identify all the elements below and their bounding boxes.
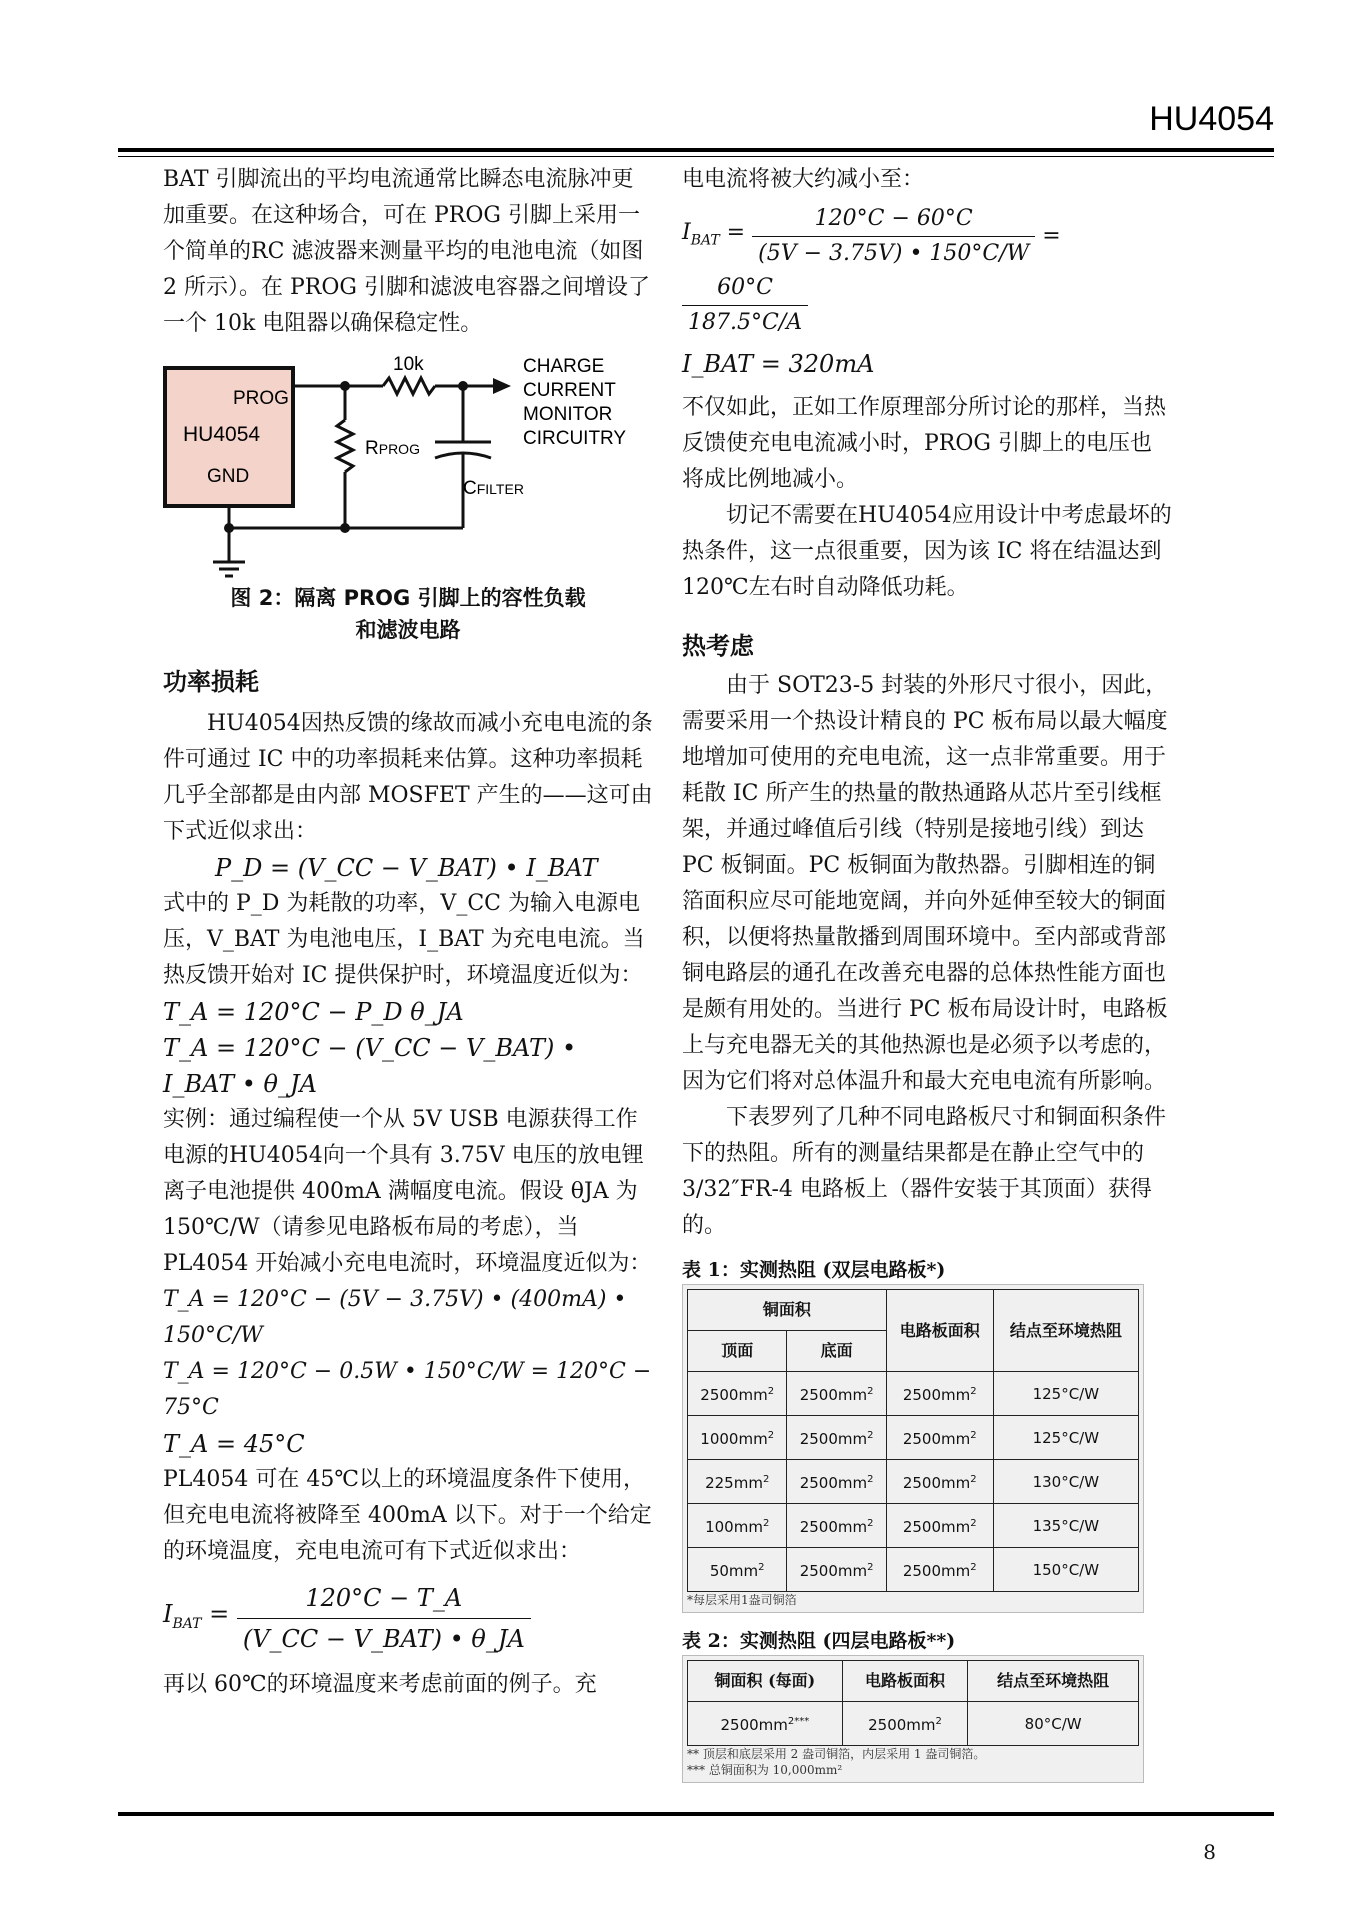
equation-pd: P_D = (V_CC − V_BAT) • I_BAT — [215, 854, 598, 882]
header-rule — [118, 148, 1274, 152]
rprog-resistor — [337, 420, 353, 472]
paragraph: PL4054 可在 45℃以上的环境温度条件下使用，但充电电流将被降至 400mA 以下。对于一个给定的环境温度，充电电流可有下式近似求出： — [163, 1467, 652, 1564]
equation-result: I_BAT = 320mA — [682, 350, 875, 378]
th-board-area: 电路板面积 — [886, 1290, 993, 1372]
paragraph: 不仅如此，正如工作原理部分所讨论的那样，当热反馈使充电电流减小时，PROG 引脚上的电压也将成比例地减小。 — [682, 395, 1167, 492]
th-theta: 结点至环境热阻 — [993, 1290, 1138, 1372]
paragraph: BAT 引脚流出的平均电流通常比瞬态电流脉冲更加重要。在这种场合，可在 PROG 引脚上采用一个简单的RC 滤波器来测量平均的电池电流（如图 2 所示）。在 PROG 引脚和滤波电容器之间增设了一个 10k 电阻器以确保稳定性。 — [163, 167, 650, 336]
document-title: HU4054 — [1149, 100, 1274, 138]
paragraph: 电电流将被大约减小至： — [682, 167, 925, 192]
table-row: $2500mm^{2***}$ $2500mm^2$ 80°C/W — [688, 1702, 1139, 1746]
th-theta: 结点至环境热阻 — [968, 1661, 1139, 1702]
figure-caption — [163, 582, 653, 646]
frac2-numerator: 60°C — [717, 275, 773, 300]
table-row: $2500mm^2$ $2500mm^2$ $2500mm^2$ 125°C/W — [688, 1372, 1139, 1416]
monitor-label: MONITOR — [523, 404, 613, 425]
table2-note: *** 总铜面积为 10,000mm² — [687, 1763, 843, 1777]
circuit-diagram — [163, 350, 653, 582]
th-copper-area: 铜面积 (每面) — [688, 1661, 843, 1702]
equation-ibat: $I_{BAT}$ = $\frac{120^\circ C - T\_A}{\text{(V\_CC − V\_BAT) • θ\_JA}}$ — [163, 1578, 653, 1659]
paragraph: 式中的 P_D 为耗散的功率，V_CC 为输入电源电压，V_BAT 为电池电压，I_BAT 为充电电流。当热反馈开始对 IC 提供保护时，环境温度近似为： — [163, 891, 645, 988]
th-top: 顶面 — [688, 1331, 787, 1372]
rprog-sub: PROG — [378, 441, 420, 457]
paragraph: HU4054因热反馈的缘故而减小充电电流的条件可通过 IC 中的功率损耗来估算。这种功率损耗几乎全部都是由内部 MOSFET 产生的——这可由下式近似求出： — [163, 711, 653, 844]
frac2-denominator: 187.5°C/A — [682, 305, 808, 340]
paragraph: 实例：通过编程使一个从 5V USB 电源获得工作电源的HU4054向一个具有 3.75V 电压的放电锂离子电池提供 400mA 满幅度电流。假设 θJA 为 150℃/W（请参见电路板布局的考虑），当 PL4054 开始减小充电电流时，环境温度近似为： — [163, 1107, 652, 1276]
thermal-table-1 — [687, 1289, 1139, 1592]
paragraph: 切记不需要在HU4054应用设计中考虑最坏的热条件，这一点很重要，因为该 IC 将在结温达到 120℃左右时自动降低功耗。 — [682, 503, 1172, 600]
pin-prog-label: PROG — [233, 388, 289, 409]
table-row: $50mm^2$ $2500mm^2$ $2500mm^2$ 150°C/W — [688, 1548, 1139, 1592]
th-copper-area: 铜面积 — [688, 1290, 887, 1331]
equation-example1: T_A = 120°C − (5V − 3.75V) • (400mA) • 150°C/W — [163, 1287, 627, 1348]
output-arrow — [493, 378, 511, 394]
ibat-numerator: 120°C − T_A — [305, 1584, 463, 1612]
table1-note: *每层采用1盎司铜箔 — [687, 1593, 797, 1607]
table2-note: ** 顶层和底层采用 2 盎司铜箔，内层采用 1 盎司铜箔。 — [687, 1747, 986, 1761]
frac1-denominator: (5V − 3.75V) • 150°C/W — [752, 236, 1035, 271]
table-row: $1000mm^2$ $2500mm^2$ $2500mm^2$ 125°C/W — [688, 1416, 1139, 1460]
thermal-table-2 — [687, 1660, 1139, 1746]
table2-title: 表 2：实测热阻 (四层电路板**) — [682, 1630, 956, 1652]
resistor-10k-label: 10k — [393, 354, 424, 375]
svg-text:CFILTER — [463, 478, 524, 499]
section-title: 热考虑 — [682, 632, 754, 660]
equation-example3: T_A = 45°C — [163, 1430, 305, 1458]
frac1-numerator: 120°C − 60°C — [814, 206, 973, 231]
page-number: 8 — [1203, 1840, 1216, 1864]
svg-text:RPROG — [365, 438, 420, 459]
rprog-label: R — [365, 438, 379, 459]
pin-gnd-label: GND — [207, 466, 250, 487]
th-board-area: 电路板面积 — [842, 1661, 968, 1702]
resistor-10k — [383, 378, 435, 394]
table2-frame — [682, 1655, 1144, 1783]
figure-caption-line: 和滤波电路 — [355, 618, 461, 642]
equation-ta2: T_A = 120°C − (V_CC − V_BAT) • I_BAT • θ_JA — [163, 1034, 577, 1098]
equation-reduced-current: $I_{BAT}$ = $\frac{120^\circ C - 60^\circ C}{(5V - 3.75V) • 150^\circ C/W}$ = $\frac{60^\circ C}{187.5^\circ C/A}$ — [682, 202, 1172, 340]
monitor-label: CHARGE — [523, 356, 605, 377]
ibat-denominator: (V_CC − V_BAT) • θ_JA — [237, 1618, 531, 1659]
equation-ta1: T_A = 120°C − P_D θ_JA — [163, 998, 464, 1026]
table2-block — [682, 1627, 1172, 1783]
monitor-label: CURRENT — [523, 380, 616, 401]
table-row: $100mm^2$ $2500mm^2$ $2500mm^2$ 135°C/W — [688, 1504, 1139, 1548]
paragraph: 由于 SOT23-5 封装的外形尺寸很小，因此，需要采用一个热设计精良的 PC 板布局以最大幅度地增加可使用的充电电流，这一点非常重要。用于耗散 IC 所产生的热量的散热通路从芯片至引线框架，并通过峰值后引线（特别是接地引线）到达 PC 板铜面。PC 板铜面为散热器。引脚相连的铜箔面积应尽可能地宽阔，并向外延伸至较大的铜面积，以便将热量散播到周围环境中。至内部或背部铜电路层的通孔在改善充电器的总体热性能方面也是颇有用处的。当进行 PC 板布局设计时，电路板上与充电器无关的其他热源也是必须予以考虑的，因为它们将对总体温升和最大充电电流有所影响。 — [682, 673, 1168, 1094]
right-column — [682, 162, 1172, 1783]
table1-frame — [682, 1284, 1144, 1613]
header-rule-thin — [118, 156, 1274, 157]
table-row: $225mm^2$ $2500mm^2$ $2500mm^2$ 130°C/W — [688, 1460, 1139, 1504]
section-title: 功率损耗 — [163, 668, 259, 696]
figure-caption-line: 图 2：隔离 PROG 引脚上的容性负载 — [230, 586, 586, 610]
table1-block — [682, 1256, 1172, 1613]
left-column — [163, 162, 653, 1703]
footer-rule — [118, 1812, 1274, 1816]
monitor-label: CIRCUITRY — [523, 428, 627, 449]
paragraph: 再以 60℃的环境温度来考虑前面的例子。充 — [163, 1672, 597, 1697]
paragraph: 下表罗列了几种不同电路板尺寸和铜面积条件下的热阻。所有的测量结果都是在静止空气中的 3/32″FR-4 电路板上（器件安装于其顶面）获得的。 — [682, 1105, 1167, 1238]
chip-label: HU4054 — [183, 423, 261, 446]
cfilter-sub: FILTER — [476, 481, 524, 497]
th-bottom: 底面 — [787, 1331, 886, 1372]
table1-title: 表 1：实测热阻 (双层电路板*) — [682, 1259, 946, 1281]
cfilter-label: C — [463, 478, 477, 499]
equation-example2: T_A = 120°C − 0.5W • 150°C/W = 120°C − 75°C — [163, 1359, 652, 1420]
